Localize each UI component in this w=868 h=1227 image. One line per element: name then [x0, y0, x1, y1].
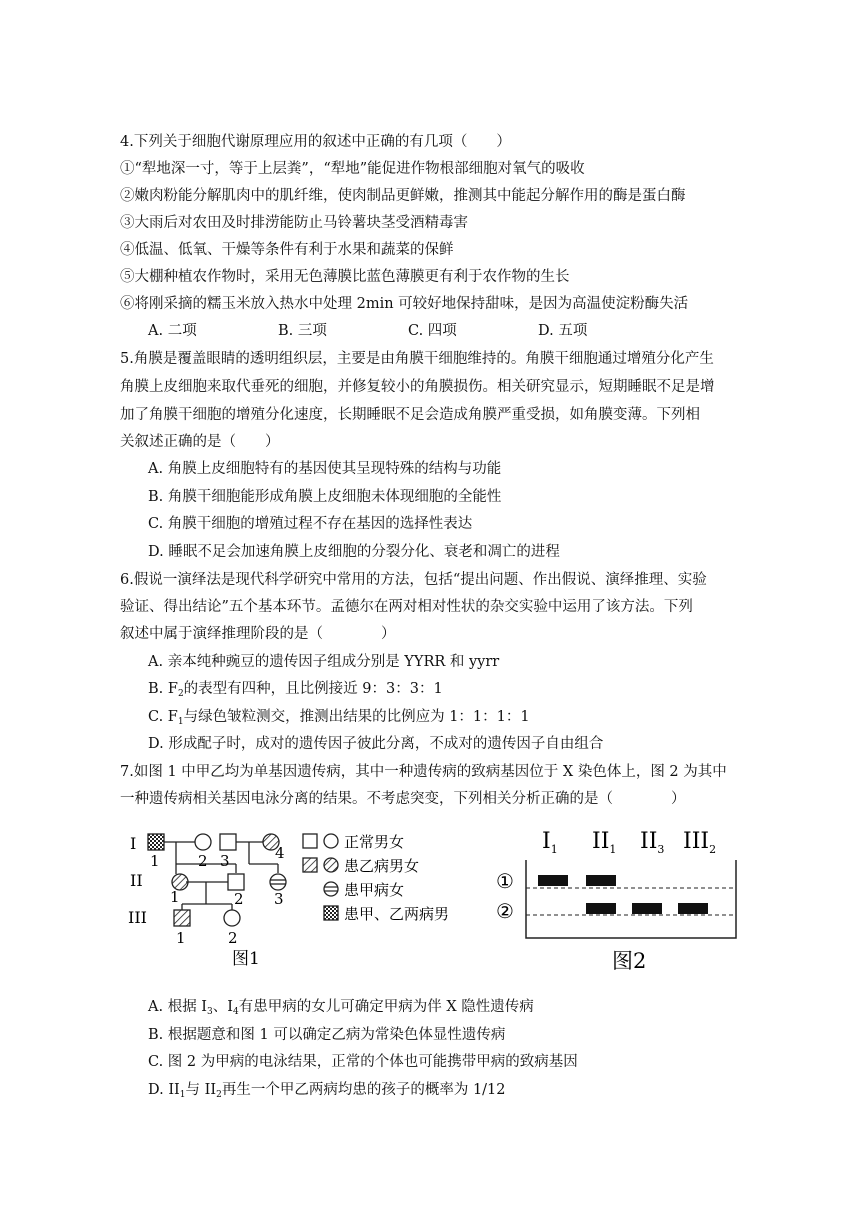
label-i1: 1	[150, 852, 160, 870]
band-ii1-row2	[586, 903, 616, 914]
label-ii3: 3	[274, 890, 284, 908]
q4-options	[148, 321, 668, 341]
q4-option-b: B. 三项	[278, 323, 327, 339]
q6-stem-line-3: 叙述中属于演绎推理阶段的是（ ）	[120, 626, 396, 642]
individual-ii3-jia-disease-female	[270, 874, 286, 890]
q5-option-a: A. 角膜上皮细胞特有的基因使其呈现特殊的结构与功能	[148, 461, 502, 477]
pedigree-legend	[303, 833, 449, 923]
q7-option-d: D. $II_1$与 $II_2$再生一个甲乙两病均患的孩子的概率为 1/12	[148, 1082, 506, 1100]
q7-option-c: C. 图 2 为甲病的电泳结果，正常的个体也可能携带甲病的致病基因	[148, 1054, 578, 1070]
q5-option-b: B. 角膜干细胞能形成角膜上皮细胞未体现细胞的全能性	[148, 489, 502, 505]
row-marker-1: ①	[496, 869, 514, 893]
q5-stem-line-2: 角膜上皮细胞来取代垂死的细胞，并修复较小的角膜损伤。相关研究显示，短期睡眠不足是增	[120, 379, 715, 395]
q4-stem: 4.下列关于细胞代谢原理应用的叙述中正确的有几项（ ）	[120, 134, 511, 150]
q4-item-6: ⑥将刚采摘的糯玉米放入热水中处理 2min 可较好地保持甜味，是因为高温使淀粉酶失活	[120, 296, 689, 312]
legend-both-diseases-male: 患甲、乙两病男	[344, 905, 450, 923]
label-i3: 3	[220, 852, 230, 870]
lane-label-iii2: $III_2$	[683, 829, 717, 856]
band-ii3-row2	[632, 903, 662, 914]
q7-stem-line-2: 一种遗传病相关基因电泳分离的结果。不考虑突变，下列相关分析正确的是（ ）	[120, 791, 686, 807]
individual-i3-normal-male	[220, 834, 236, 850]
individual-iii1-yi-disease-male	[174, 910, 190, 926]
q6-stem-line-2: 验证、得出结论”五个基本环节。孟德尔在两对相对性状的杂交实验中运用了该方法。下列	[120, 599, 693, 615]
pedigree-figure	[120, 822, 480, 972]
q4-item-2: ②嫩肉粉能分解肌肉中的肌纤维，使肉制品更鲜嫩，推测其中能起分解作用的酶是蛋白酶	[120, 188, 686, 204]
individual-i1-both-diseases-male	[148, 834, 164, 850]
legend-jia-disease-female: 患甲病女	[344, 881, 405, 899]
legend-normal: 正常男女	[344, 833, 405, 851]
lane-label-ii1: $II_1$	[592, 829, 617, 856]
q4-option-a: A. 二项	[148, 323, 197, 339]
fig1-caption: 图1	[232, 949, 260, 969]
q7-option-b: B. 根据题意和图 1 可以确定乙病为常染色体显性遗传病	[148, 1027, 506, 1043]
q4-item-3: ③大雨后对农田及时排涝能防止马铃薯块茎受酒精毒害	[120, 215, 468, 231]
fig2-caption: 图2	[612, 949, 647, 972]
lane-label-i1: $I_1$	[542, 829, 558, 856]
band-ii1-row1	[586, 875, 616, 886]
label-iii2: 2	[228, 929, 238, 947]
gel-frame	[526, 860, 736, 938]
label-i4: 4	[275, 844, 285, 862]
q5-option-d: D. 睡眠不足会加速角膜上皮细胞的分裂分化、衰老和凋亡的进程	[148, 544, 560, 560]
row-marker-2: ②	[496, 899, 514, 923]
q4-item-4: ④低温、低氧、干燥等条件有利于水果和蔬菜的保鲜	[120, 242, 454, 258]
generation-label-ii: II	[130, 871, 143, 890]
label-i2: 2	[198, 852, 208, 870]
individual-ii2-normal-male	[228, 874, 244, 890]
q5-stem-line-3: 加了角膜干细胞的增殖分化速度，长期睡眠不足会造成角膜严重受损，如角膜变薄。下列相	[120, 407, 700, 423]
individual-i2-normal-female	[195, 834, 211, 850]
q6-stem-line-1: 6.假说一演绎法是现代科学研究中常用的方法，包括“提出问题、作出假说、演绎推理、实验	[120, 572, 707, 588]
electrophoresis-figure	[490, 822, 750, 972]
generation-label-i: I	[130, 834, 137, 853]
generation-label-iii: III	[128, 908, 147, 927]
q6-option-b: B. $F_2$的表型有四种，且比例接近 9：3：3：1	[148, 681, 443, 699]
q6-option-a: A. 亲本纯种豌豆的遗传因子组成分别是 YYRR 和 yyrr	[148, 654, 500, 670]
label-ii1: 1	[170, 888, 180, 906]
legend-yi-disease: 患乙病男女	[344, 857, 420, 875]
label-ii2: 2	[234, 890, 244, 908]
band-i1-row1	[538, 875, 568, 886]
q5-option-c: C. 角膜干细胞的增殖过程不存在基因的选择性表达	[148, 516, 473, 532]
q4-item-1: ①“犁地深一寸，等于上层粪”，“犁地”能促进作物根部细胞对氧气的吸收	[120, 161, 585, 177]
q7-stem-line-1: 7.如图 1 中甲乙均为单基因遗传病，其中一种遗传病的致病基因位于 X 染色体上，图 2 为其中	[120, 764, 727, 780]
q5-stem-line-4: 关叙述正确的是（ ）	[120, 434, 280, 450]
q7-option-a: A. 根据 $I_3$、$I_4$有患甲病的女儿可确定甲病为伴 X 隐性遗传病	[148, 999, 534, 1017]
q4-item-5: ⑤大棚种植农作物时，采用无色薄膜比蓝色薄膜更有利于农作物的生长	[120, 269, 570, 285]
band-iii2-row2	[678, 903, 708, 914]
q6-option-c: C. $F_1$与绿色皱粒测交，推测出结果的比例应为 1：1：1：1	[148, 709, 530, 727]
q4-option-d: D. 五项	[538, 323, 588, 339]
q6-option-d: D. 形成配子时，成对的遗传因子彼此分离，不成对的遗传因子自由组合	[148, 736, 604, 752]
q5-stem-line-1: 5.角膜是覆盖眼睛的透明组织层，主要是由角膜干细胞维持的。角膜干细胞通过增殖分化产生	[120, 351, 714, 367]
q4-option-c: C. 四项	[408, 323, 457, 339]
lane-label-ii3: $II_3$	[640, 829, 665, 856]
individual-iii2-normal-female	[224, 910, 240, 926]
label-iii1: 1	[176, 929, 186, 947]
